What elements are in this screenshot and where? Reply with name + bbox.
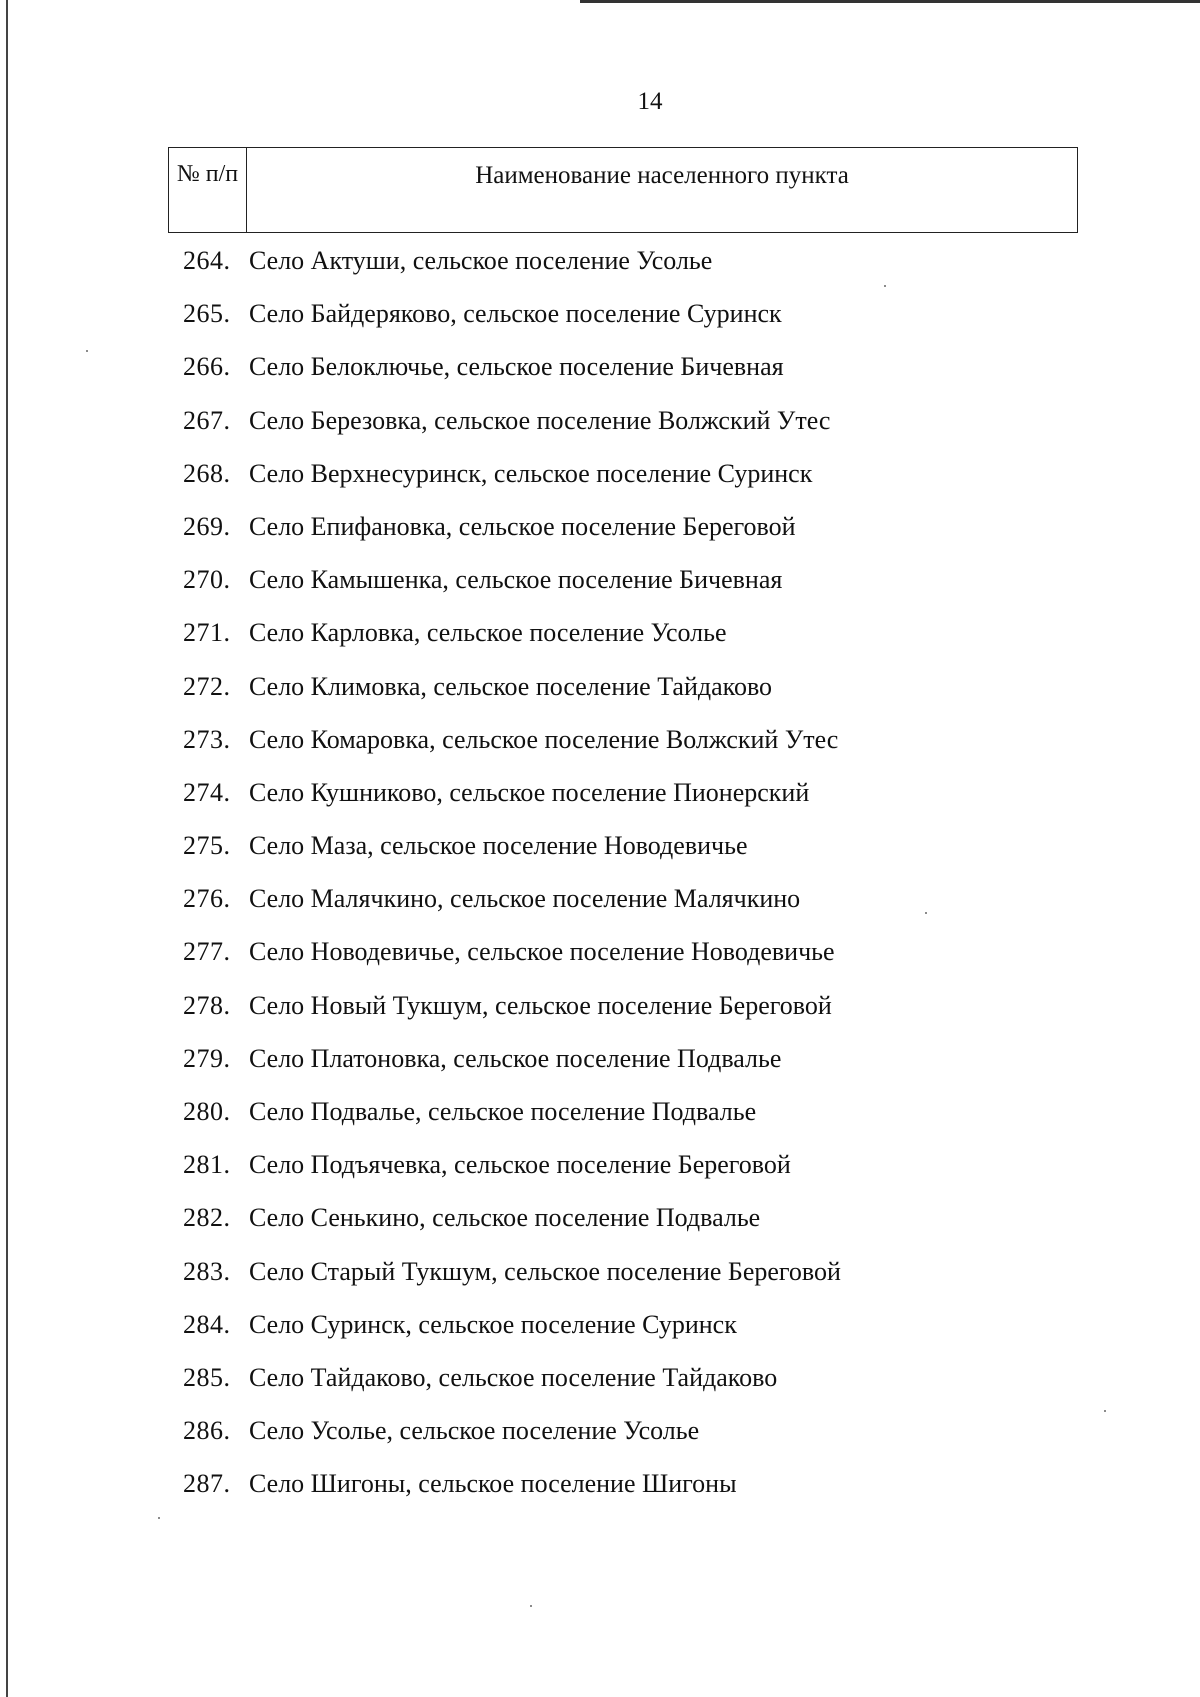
settlement-name: Село Суринск, сельское поселение Суринск xyxy=(249,1309,737,1339)
row-number: 264. xyxy=(183,246,231,275)
settlement-name: Село Тайдаково, сельское поселение Тайдаково xyxy=(249,1362,778,1392)
page-number: 14 xyxy=(637,88,663,115)
scan-speck xyxy=(158,1517,160,1519)
header-number-column: № п/п xyxy=(169,148,247,232)
settlement-name: Село Кушниково, сельское поселение Пионерский xyxy=(249,777,810,807)
list-item xyxy=(183,299,841,352)
settlement-name: Село Епифановка, сельское поселение Береговой xyxy=(249,511,796,541)
settlement-name: Село Сенькино, сельское поселение Подвалье xyxy=(249,1203,761,1233)
list-item xyxy=(183,1363,841,1416)
settlement-name: Село Камышенка, сельское поселение Бичевная xyxy=(249,565,783,595)
list-item xyxy=(183,512,841,565)
list-item xyxy=(183,1203,841,1256)
settlement-name: Село Платоновка, сельское поселение Подвалье xyxy=(249,1043,782,1073)
row-number: 274. xyxy=(183,777,231,807)
row-number: 282. xyxy=(183,1203,231,1233)
scan-edge-top xyxy=(580,0,1200,3)
list-item xyxy=(183,618,841,671)
list-item xyxy=(183,406,841,459)
row-number: 286. xyxy=(183,1416,231,1446)
list-item xyxy=(183,352,841,405)
list-item xyxy=(183,991,841,1044)
table-header xyxy=(168,147,1078,233)
row-number: 283. xyxy=(183,1256,231,1286)
settlement-name: Село Старый Тукшум, сельское поселение Береговой xyxy=(249,1256,841,1286)
list-item xyxy=(183,1416,841,1469)
settlement-name: Село Актуши, сельское поселение Усолье xyxy=(249,246,713,275)
list-item xyxy=(183,884,841,937)
list-item xyxy=(183,1150,841,1203)
settlement-name: Село Климовка, сельское поселение Тайдаково xyxy=(249,671,773,701)
settlement-name: Село Подъячевка, сельское поселение Береговой xyxy=(249,1150,791,1180)
row-number: 269. xyxy=(183,511,231,541)
row-number: 270. xyxy=(183,565,231,595)
list-item xyxy=(183,778,841,831)
row-number: 285. xyxy=(183,1362,231,1392)
scan-speck xyxy=(884,285,886,287)
list-item xyxy=(183,937,841,990)
settlement-name: Село Подвалье, сельское поселение Подвалье xyxy=(249,1097,757,1126)
list-item xyxy=(183,1310,841,1363)
row-number: 272. xyxy=(183,671,231,701)
header-name-column: Наименование населенного пункта xyxy=(475,162,849,189)
settlement-name: Село Березовка, сельское поселение Волжский Утес xyxy=(249,405,831,435)
settlement-name: Село Комаровка, сельское поселение Волжский Утес xyxy=(249,724,839,754)
row-number: 273. xyxy=(183,724,231,754)
scan-speck xyxy=(86,350,88,352)
list-item xyxy=(183,831,841,884)
list-item xyxy=(183,565,841,618)
row-number: 278. xyxy=(183,990,231,1020)
row-number: 277. xyxy=(183,937,231,967)
row-number: 275. xyxy=(183,831,231,861)
row-number: 279. xyxy=(183,1043,231,1073)
list-item xyxy=(183,246,841,299)
settlement-name: Село Белоключье, сельское поселение Бичевная xyxy=(249,352,784,382)
settlement-name: Село Байдеряково, сельское поселение Суринск xyxy=(249,299,782,329)
list-item xyxy=(183,1097,841,1150)
settlement-name: Село Усолье, сельское поселение Усолье xyxy=(249,1416,700,1446)
list-item xyxy=(183,672,841,725)
settlement-list xyxy=(183,246,841,1523)
scan-edge-left xyxy=(6,0,8,1697)
row-number: 265. xyxy=(183,299,231,329)
list-item xyxy=(183,1469,841,1522)
list-item xyxy=(183,1257,841,1310)
settlement-name: Село Малячкино, сельское поселение Малячкино xyxy=(249,884,801,914)
scan-speck xyxy=(1104,1410,1106,1412)
settlement-name: Село Маза, сельское поселение Новодевичье xyxy=(249,831,748,861)
row-number: 284. xyxy=(183,1309,231,1339)
list-item xyxy=(183,459,841,512)
row-number: 271. xyxy=(183,618,231,648)
settlement-name: Село Верхнесуринск, сельское поселение Суринск xyxy=(249,458,813,488)
scan-speck xyxy=(925,912,927,914)
settlement-name: Село Карловка, сельское поселение Усолье xyxy=(249,618,727,648)
row-number: 281. xyxy=(183,1150,231,1180)
scan-speck xyxy=(530,1605,532,1607)
row-number: 280. xyxy=(183,1097,231,1126)
row-number: 266. xyxy=(183,352,231,382)
settlement-name: Село Новодевичье, сельское поселение Новодевичье xyxy=(249,937,835,967)
row-number: 276. xyxy=(183,884,231,914)
list-item xyxy=(183,725,841,778)
row-number: 267. xyxy=(183,405,231,435)
settlement-name: Село Новый Тукшум, сельское поселение Береговой xyxy=(249,990,832,1020)
list-item xyxy=(183,1044,841,1097)
settlement-name: Село Шигоны, сельское поселение Шигоны xyxy=(249,1469,737,1499)
row-number: 268. xyxy=(183,458,231,488)
row-number: 287. xyxy=(183,1469,231,1499)
